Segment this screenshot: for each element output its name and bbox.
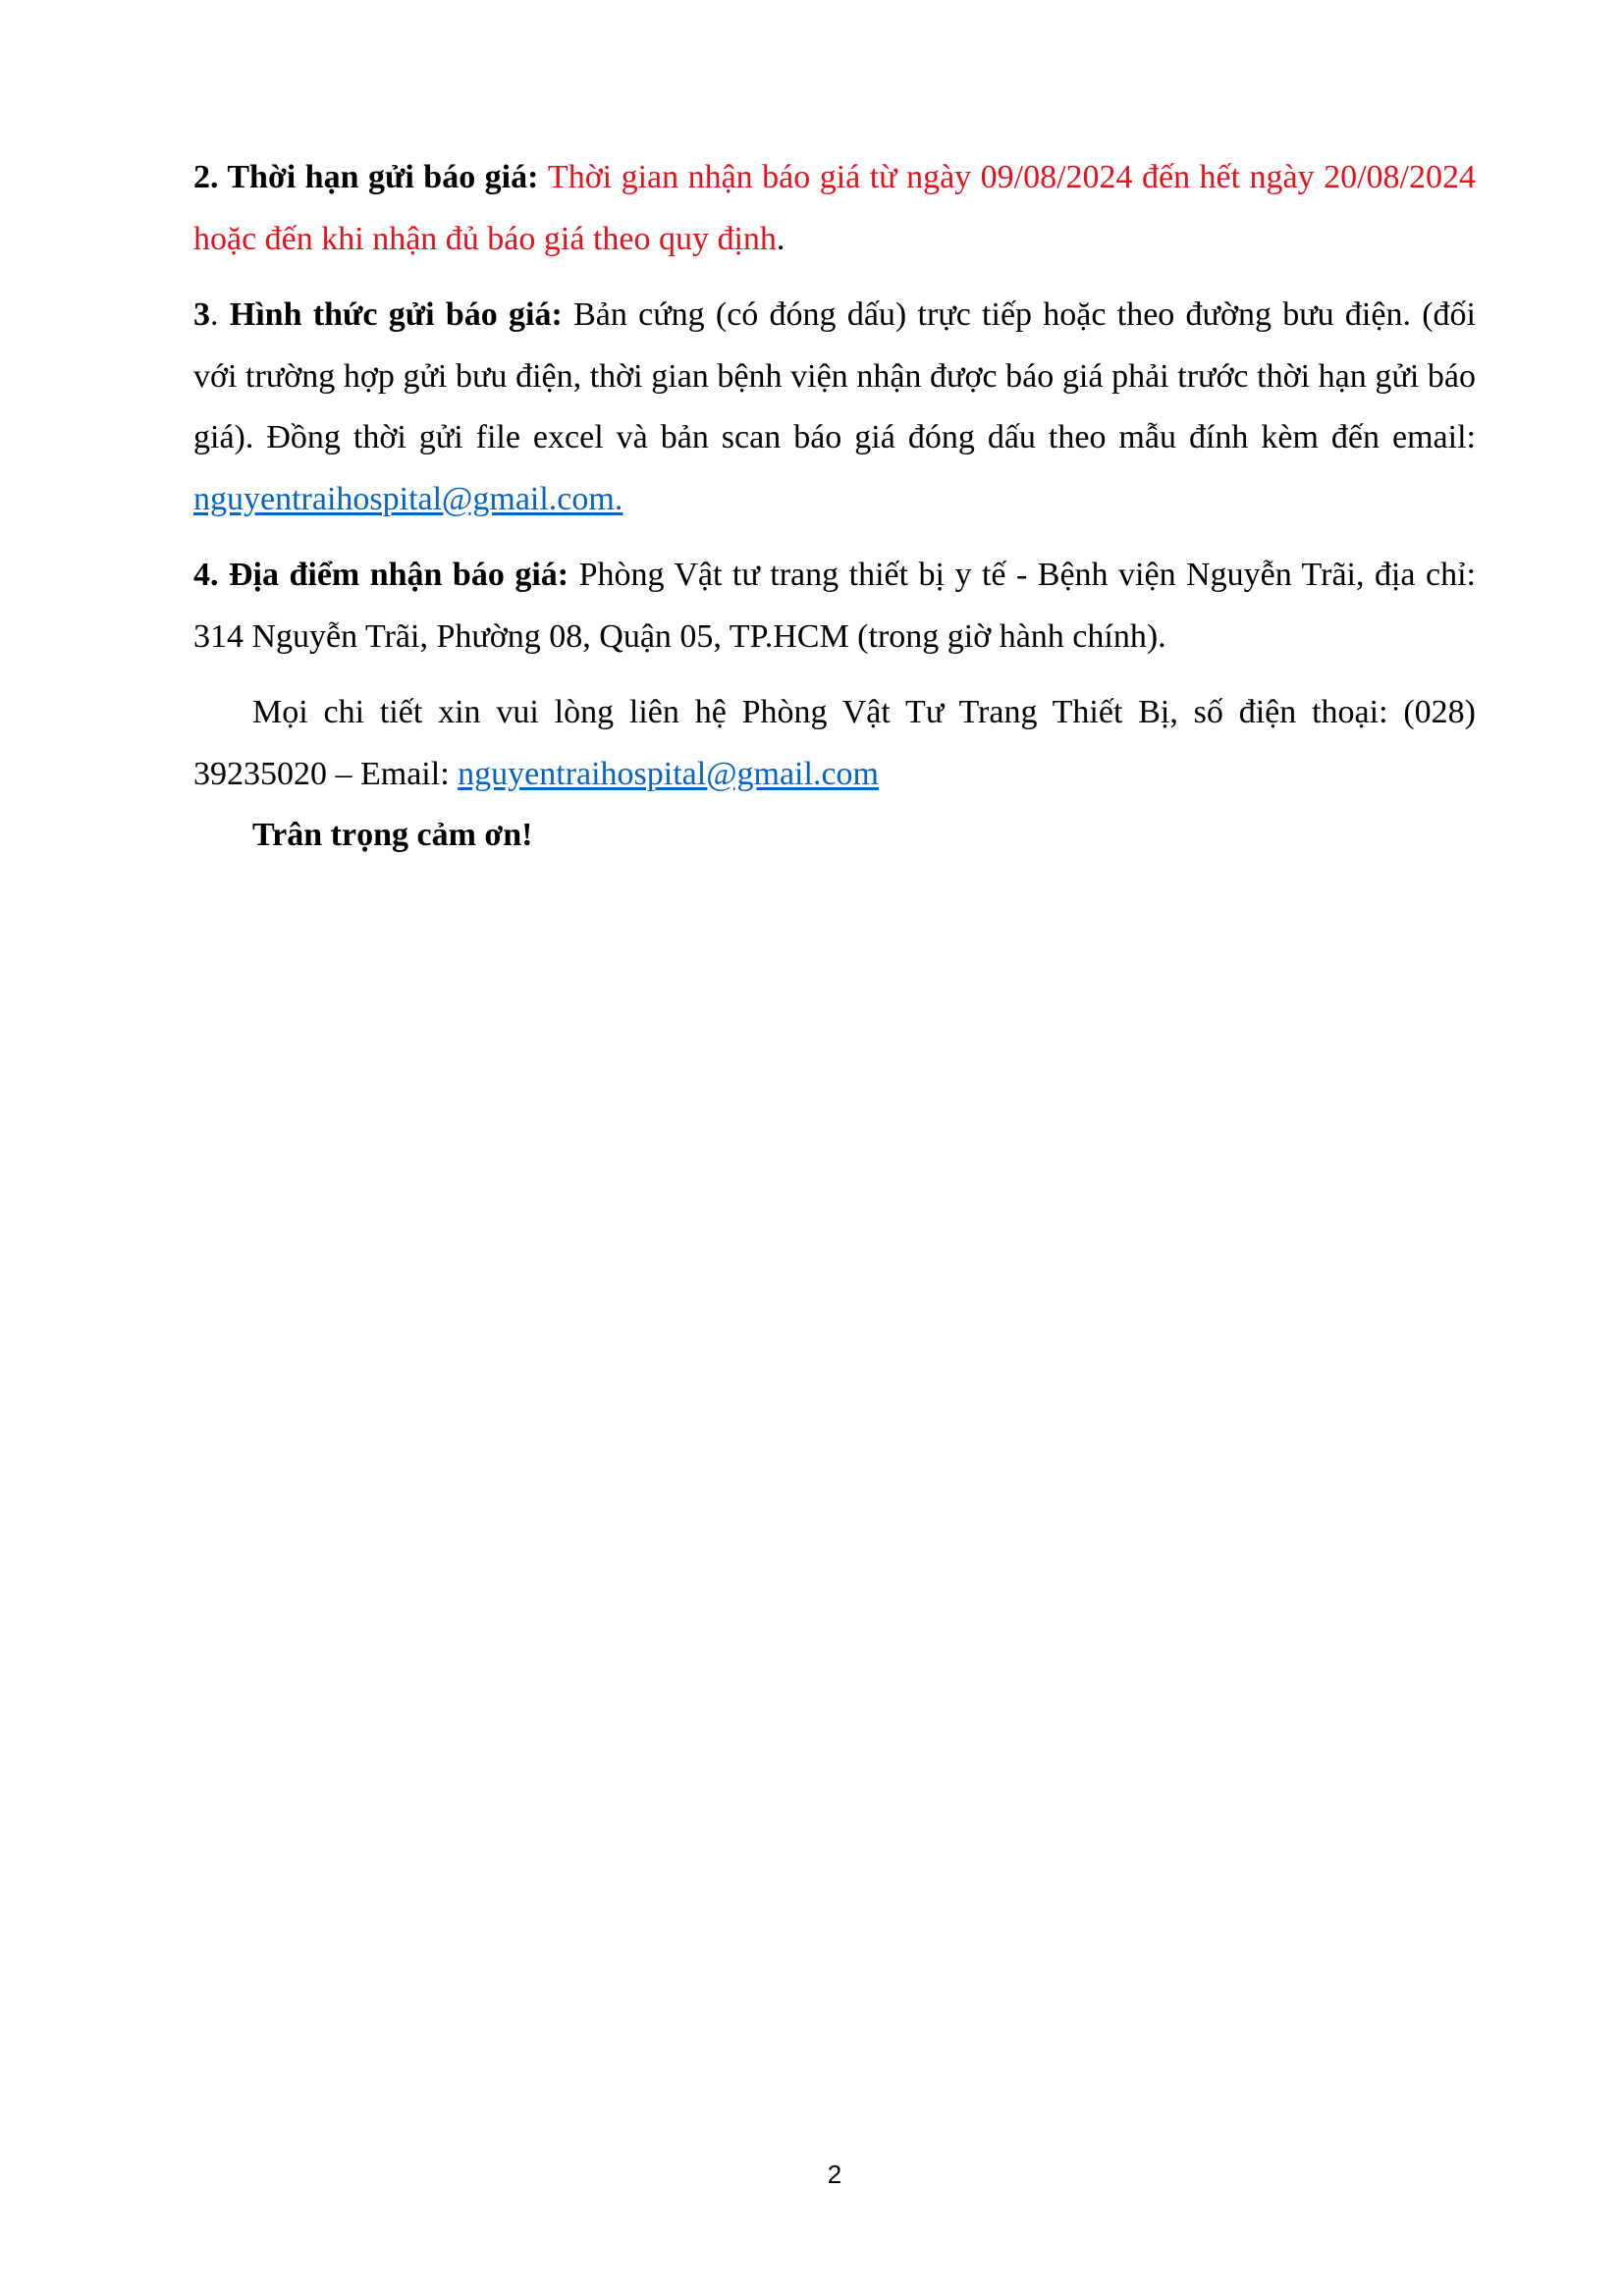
deadline-paragraph [193, 147, 1476, 270]
deadline-text: Thời gian nhận báo giá từ ngày 09/08/2024 đến hết ngày 20/08/2024 hoặc đến khi nhận đủ báo giá theo quy định [193, 159, 1477, 257]
method-label: Hình thức gửi báo giá: [229, 296, 574, 333]
location-paragraph [193, 545, 1476, 667]
location-text: Phòng Vật tư trang thiết bị y tế - Bệnh viện Nguyễn Trãi, địa chỉ: 314 Nguyễn Trãi, Phường 08, Quận 05, TP.HCM (trong giờ hành chính). [193, 557, 1476, 655]
contact-email-link[interactable]: nguyentraihospital@gmail.com [458, 755, 879, 792]
document-page [193, 147, 1476, 867]
deadline-label: 2. Thời hạn gửi báo giá: [193, 159, 548, 195]
method-paragraph [193, 285, 1476, 530]
contact-paragraph [193, 682, 1476, 805]
method-label-number: 3 [193, 296, 210, 333]
deadline-end: . [776, 220, 785, 257]
method-text: Bản cứng (có đóng dấu) trực tiếp hoặc theo đường bưu điện. (đối với trường hợp gửi bưu điện, thời gian bệnh viện nhận được báo giá phải trước thời hạn gửi báo giá). Đồng thời gửi file excel và bản scan báo giá đóng dấu theo mẫu đính kèm đến email: [193, 296, 1476, 455]
closing-line: Trân trọng cảm ơn! [252, 817, 533, 853]
location-label: 4. Địa điểm nhận báo giá: [193, 557, 579, 593]
contact-text: Mọi chi tiết xin vui lòng liên hệ Phòng Vật Tư Trang Thiết Bị, số điện thoại: (028) 39235020 – Email: [193, 694, 1476, 792]
page-number: 2 [827, 2160, 842, 2189]
method-email-link[interactable]: nguyentraihospital@gmail.com. [193, 480, 623, 517]
method-label-separator: . [210, 296, 230, 333]
